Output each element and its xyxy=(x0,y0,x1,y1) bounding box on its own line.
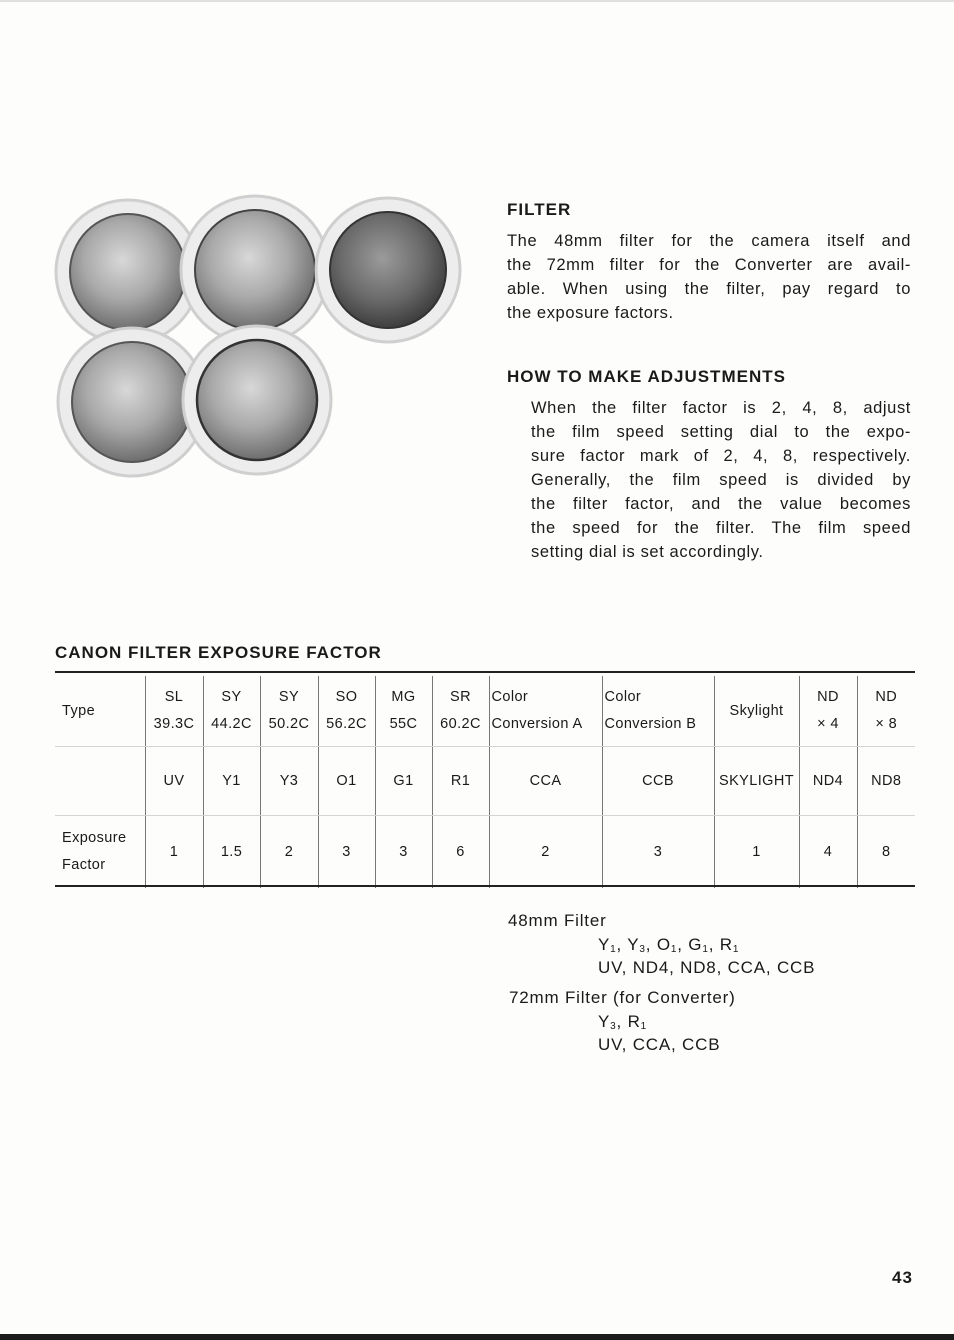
adjustments-line: the film speed setting dial to the expo- xyxy=(531,423,911,441)
factor-cell: 2 xyxy=(260,816,318,889)
type-cell: MG 55C xyxy=(375,676,432,747)
code-label-empty xyxy=(55,747,145,816)
filter-72mm-colored-list: $Y_3$, $R_1$ xyxy=(598,1012,648,1032)
filter-paragraph xyxy=(507,229,911,325)
filter-72mm-label: 72mm Filter (for Converter) xyxy=(509,988,736,1007)
type-cell: Color Conversion A xyxy=(489,676,602,747)
type-label: Type xyxy=(55,676,145,747)
filter-line: able. When using the filter, pay regard to xyxy=(507,280,911,298)
factor-cell: 3 xyxy=(602,816,714,889)
factor-cell: 1 xyxy=(714,816,799,889)
adjustments-line: sure factor mark of 2, 4, 8, respectively. xyxy=(531,447,911,465)
type-cell: Skylight xyxy=(714,676,799,747)
code-cell: G1 xyxy=(375,747,432,816)
filter-48mm-other-list: UV, ND4, ND8, CCA, CCB xyxy=(598,958,816,977)
page-top-edge xyxy=(0,0,954,2)
type-cell: SL 39.3C xyxy=(145,676,203,747)
filter-72mm-other-list: UV, CCA, CCB xyxy=(598,1035,721,1054)
filter-48mm-colored-list: $Y_1$, $Y_3$, $O_1$, $G_1$, $R_1$ xyxy=(598,935,740,955)
type-row xyxy=(55,676,915,747)
code-cell: CCA xyxy=(489,747,602,816)
code-cell: Y3 xyxy=(260,747,318,816)
page-number: 43 xyxy=(892,1268,913,1287)
type-cell: ND × 8 xyxy=(857,676,915,747)
code-cell: O1 xyxy=(318,747,375,816)
type-cell: SY 44.2C xyxy=(203,676,260,747)
filter-ring-1 xyxy=(56,200,200,344)
filter-ring-5 xyxy=(183,326,331,474)
exposure-factor-label: Exposure Factor xyxy=(62,830,127,873)
factor-cell: 1 xyxy=(145,816,203,889)
type-cell: SY 50.2C xyxy=(260,676,318,747)
type-cell: ND × 4 xyxy=(799,676,857,747)
factor-cell: 1.5 xyxy=(203,816,260,889)
adjustments-line: the filter factor, and the value becomes xyxy=(531,495,911,513)
filter-ring-3 xyxy=(316,198,460,342)
adjustments-heading: HOW TO MAKE ADJUSTMENTS xyxy=(507,367,786,386)
type-cell: SO 56.2C xyxy=(318,676,375,747)
code-cell: R1 xyxy=(432,747,489,816)
adjustments-line: setting dial is set accordingly. xyxy=(531,543,764,561)
filters-photo xyxy=(50,190,470,480)
factor-row xyxy=(55,816,915,889)
code-cell: Y1 xyxy=(203,747,260,816)
factor-cell: 4 xyxy=(799,816,857,889)
code-cell: ND8 xyxy=(857,747,915,816)
adjustments-line: When the filter factor is 2, 4, 8, adjust xyxy=(531,399,911,417)
filter-line: The 48mm filter for the camera itself and xyxy=(507,232,911,250)
adjustments-paragraph xyxy=(531,396,911,564)
code-cell: SKYLIGHT xyxy=(714,747,799,816)
filter-48mm-label: 48mm Filter xyxy=(508,911,607,930)
adjustments-line: Generally, the film speed is divided by xyxy=(531,471,911,489)
adjustments-line: the speed for the filter. The film speed xyxy=(531,519,911,537)
code-cell: UV xyxy=(145,747,203,816)
code-row xyxy=(55,747,915,816)
table-bottom-rule xyxy=(55,885,915,887)
factor-cell: 6 xyxy=(432,816,489,889)
factor-cell: 8 xyxy=(857,816,915,889)
page-bottom-edge xyxy=(0,1334,954,1340)
factor-cell: 3 xyxy=(318,816,375,889)
code-cell: ND4 xyxy=(799,747,857,816)
table-top-rule xyxy=(55,671,915,673)
type-cell: Color Conversion B xyxy=(602,676,714,747)
type-cell: SR 60.2C xyxy=(432,676,489,747)
filter-line: the exposure factors. xyxy=(507,304,674,322)
code-cell: CCB xyxy=(602,747,714,816)
filter-heading: FILTER xyxy=(507,200,572,219)
filter-line: the 72mm filter for the Converter are avail- xyxy=(507,256,911,274)
exposure-factor-table xyxy=(55,676,915,888)
filter-ring-2 xyxy=(181,196,329,344)
factor-cell: 2 xyxy=(489,816,602,889)
table-heading: CANON FILTER EXPOSURE FACTOR xyxy=(55,643,382,662)
factor-cell: 3 xyxy=(375,816,432,889)
